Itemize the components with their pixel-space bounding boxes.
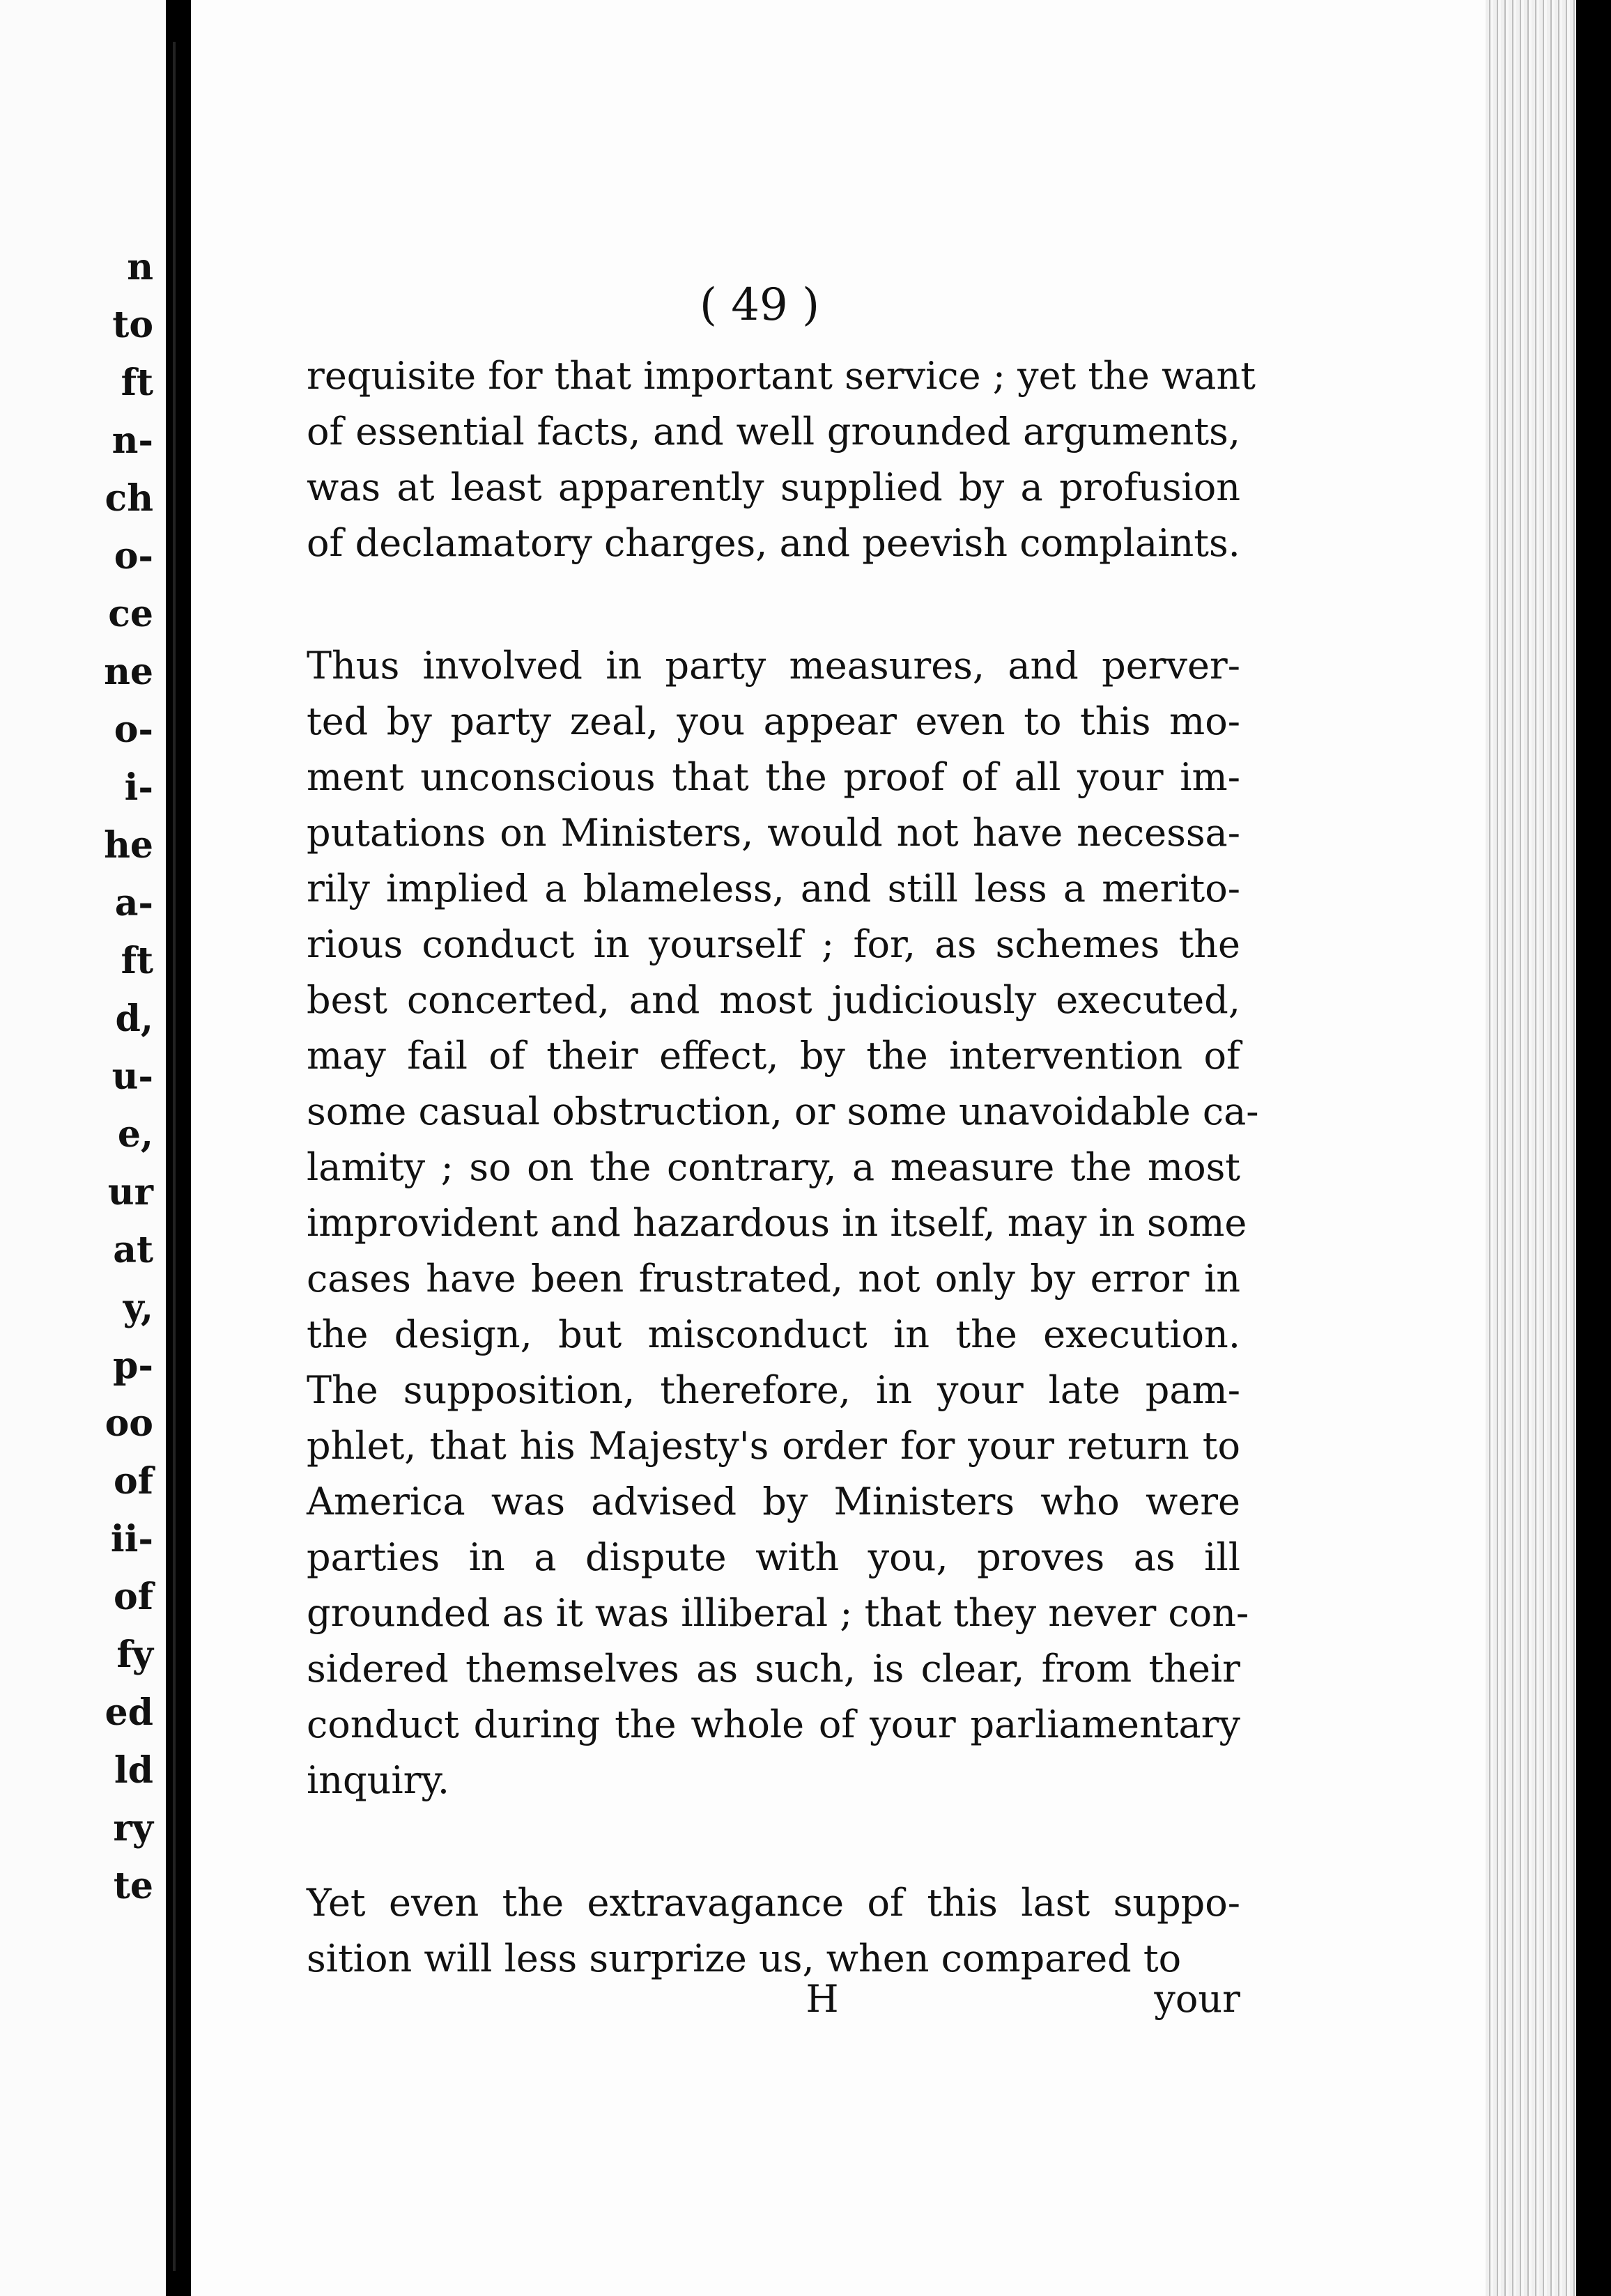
facing-page-fragment: d,: [115, 998, 153, 1040]
book-gutter: [166, 0, 191, 2296]
text-line: Thus involved in party measures, and perver-: [307, 644, 1240, 688]
facing-page-fragment: u-: [111, 1055, 153, 1098]
paragraph-gap: [307, 571, 1240, 638]
text-line: America was advised by Ministers who were: [307, 1480, 1240, 1523]
text-line: ted by party zeal, you appear even to this mo-: [307, 699, 1240, 743]
text-line: cases have been frustrated, not only by error in: [307, 1257, 1240, 1301]
text-line: Yet even the extravagance of this last suppo-: [307, 1881, 1240, 1925]
page-number: ( 49 ): [699, 279, 820, 331]
text-line: The supposition, therefore, in your late pam-: [307, 1368, 1240, 1412]
text-line: requisite for that important service ; yet the want: [307, 354, 1256, 398]
facing-page-fragment: n: [127, 246, 153, 288]
facing-page-fragment: at: [113, 1229, 153, 1271]
facing-page-fragment: ft: [121, 362, 153, 404]
facing-page-fragment: ne: [104, 651, 153, 693]
paragraph: [307, 1875, 1240, 1987]
facing-page-fragment: ch: [105, 477, 153, 520]
text-line: rious conduct in yourself ; for, as schemes the: [307, 922, 1240, 966]
text-line: parties in a dispute with you, proves as ill: [307, 1535, 1240, 1579]
text-line: sidered themselves as such, is clear, from their: [307, 1647, 1240, 1691]
text-line: rily implied a blameless, and still less a merito-: [307, 867, 1240, 910]
facing-page-fragment: y,: [123, 1287, 153, 1329]
text-line: inquiry.: [307, 1758, 449, 1802]
catchword: your: [1154, 1977, 1240, 2021]
text-line: of essential facts, and well grounded arguments,: [307, 410, 1240, 453]
text-line: conduct during the whole of your parliamentary: [307, 1702, 1240, 1746]
paragraph-gap: [307, 1808, 1240, 1875]
facing-page-fragment: ft: [121, 940, 153, 982]
text-line: was at least apparently supplied by a profusion: [307, 465, 1240, 509]
text-line: sition will less surprize us, when compared to: [307, 1937, 1182, 1980]
text-line: lamity ; so on the contrary, a measure the most: [307, 1145, 1240, 1189]
gutter-shadow: [173, 42, 176, 2271]
page-footer: [307, 1971, 1240, 2027]
paragraph: [307, 348, 1256, 571]
facing-page-fragment: he: [104, 824, 153, 867]
text-line: some casual obstruction, or some unavoidable ca-: [307, 1089, 1259, 1133]
facing-page-fragment: o-: [114, 708, 153, 751]
facing-page-fragment: fy: [116, 1634, 153, 1676]
facing-page-fragment: ld: [114, 1749, 153, 1792]
text-line: putations on Ministers, would not have necessa-: [307, 811, 1240, 855]
text-line: of declamatory charges, and peevish complaints.: [307, 521, 1240, 565]
facing-page-fragment: of: [113, 1576, 153, 1618]
page-body-text: [307, 348, 1259, 1987]
text-line: improvident and hazardous in itself, may in some: [307, 1201, 1247, 1245]
facing-page-fragment: e,: [117, 1113, 153, 1156]
text-line: phlet, that his Majesty's order for your return to: [307, 1424, 1240, 1468]
page-edges: [1486, 0, 1576, 2296]
facing-page-fragment: i-: [124, 766, 153, 809]
facing-page-fragment: ii-: [110, 1518, 153, 1560]
facing-page-fragment: ce: [108, 593, 153, 635]
facing-page-fragment: ed: [105, 1691, 153, 1734]
text-line: best concerted, and most judiciously executed,: [307, 978, 1240, 1022]
facing-page-fragment: to: [112, 304, 153, 346]
signature-mark: H: [806, 1977, 839, 2021]
facing-page-fragment: ry: [113, 1807, 153, 1849]
paragraph: [307, 638, 1259, 1808]
facing-page-fragment: ur: [107, 1171, 153, 1213]
text-line: the design, but misconduct in the execution.: [307, 1312, 1240, 1356]
facing-page-fragment: te: [113, 1865, 153, 1907]
facing-page-fragment: of: [113, 1460, 153, 1503]
text-line: may fail of their effect, by the intervention of: [307, 1034, 1240, 1078]
facing-page-text-fragments: [0, 0, 166, 2296]
text-line: grounded as it was illiberal ; that they never con-: [307, 1591, 1249, 1635]
facing-page-fragment: o-: [114, 535, 153, 577]
facing-page-fragment: oo: [105, 1402, 153, 1445]
facing-page-fragment: p-: [113, 1344, 153, 1387]
facing-page-fragment: a-: [114, 882, 153, 924]
text-line: ment unconscious that the proof of all your im-: [307, 755, 1240, 799]
facing-page-fragment: n-: [111, 419, 153, 462]
